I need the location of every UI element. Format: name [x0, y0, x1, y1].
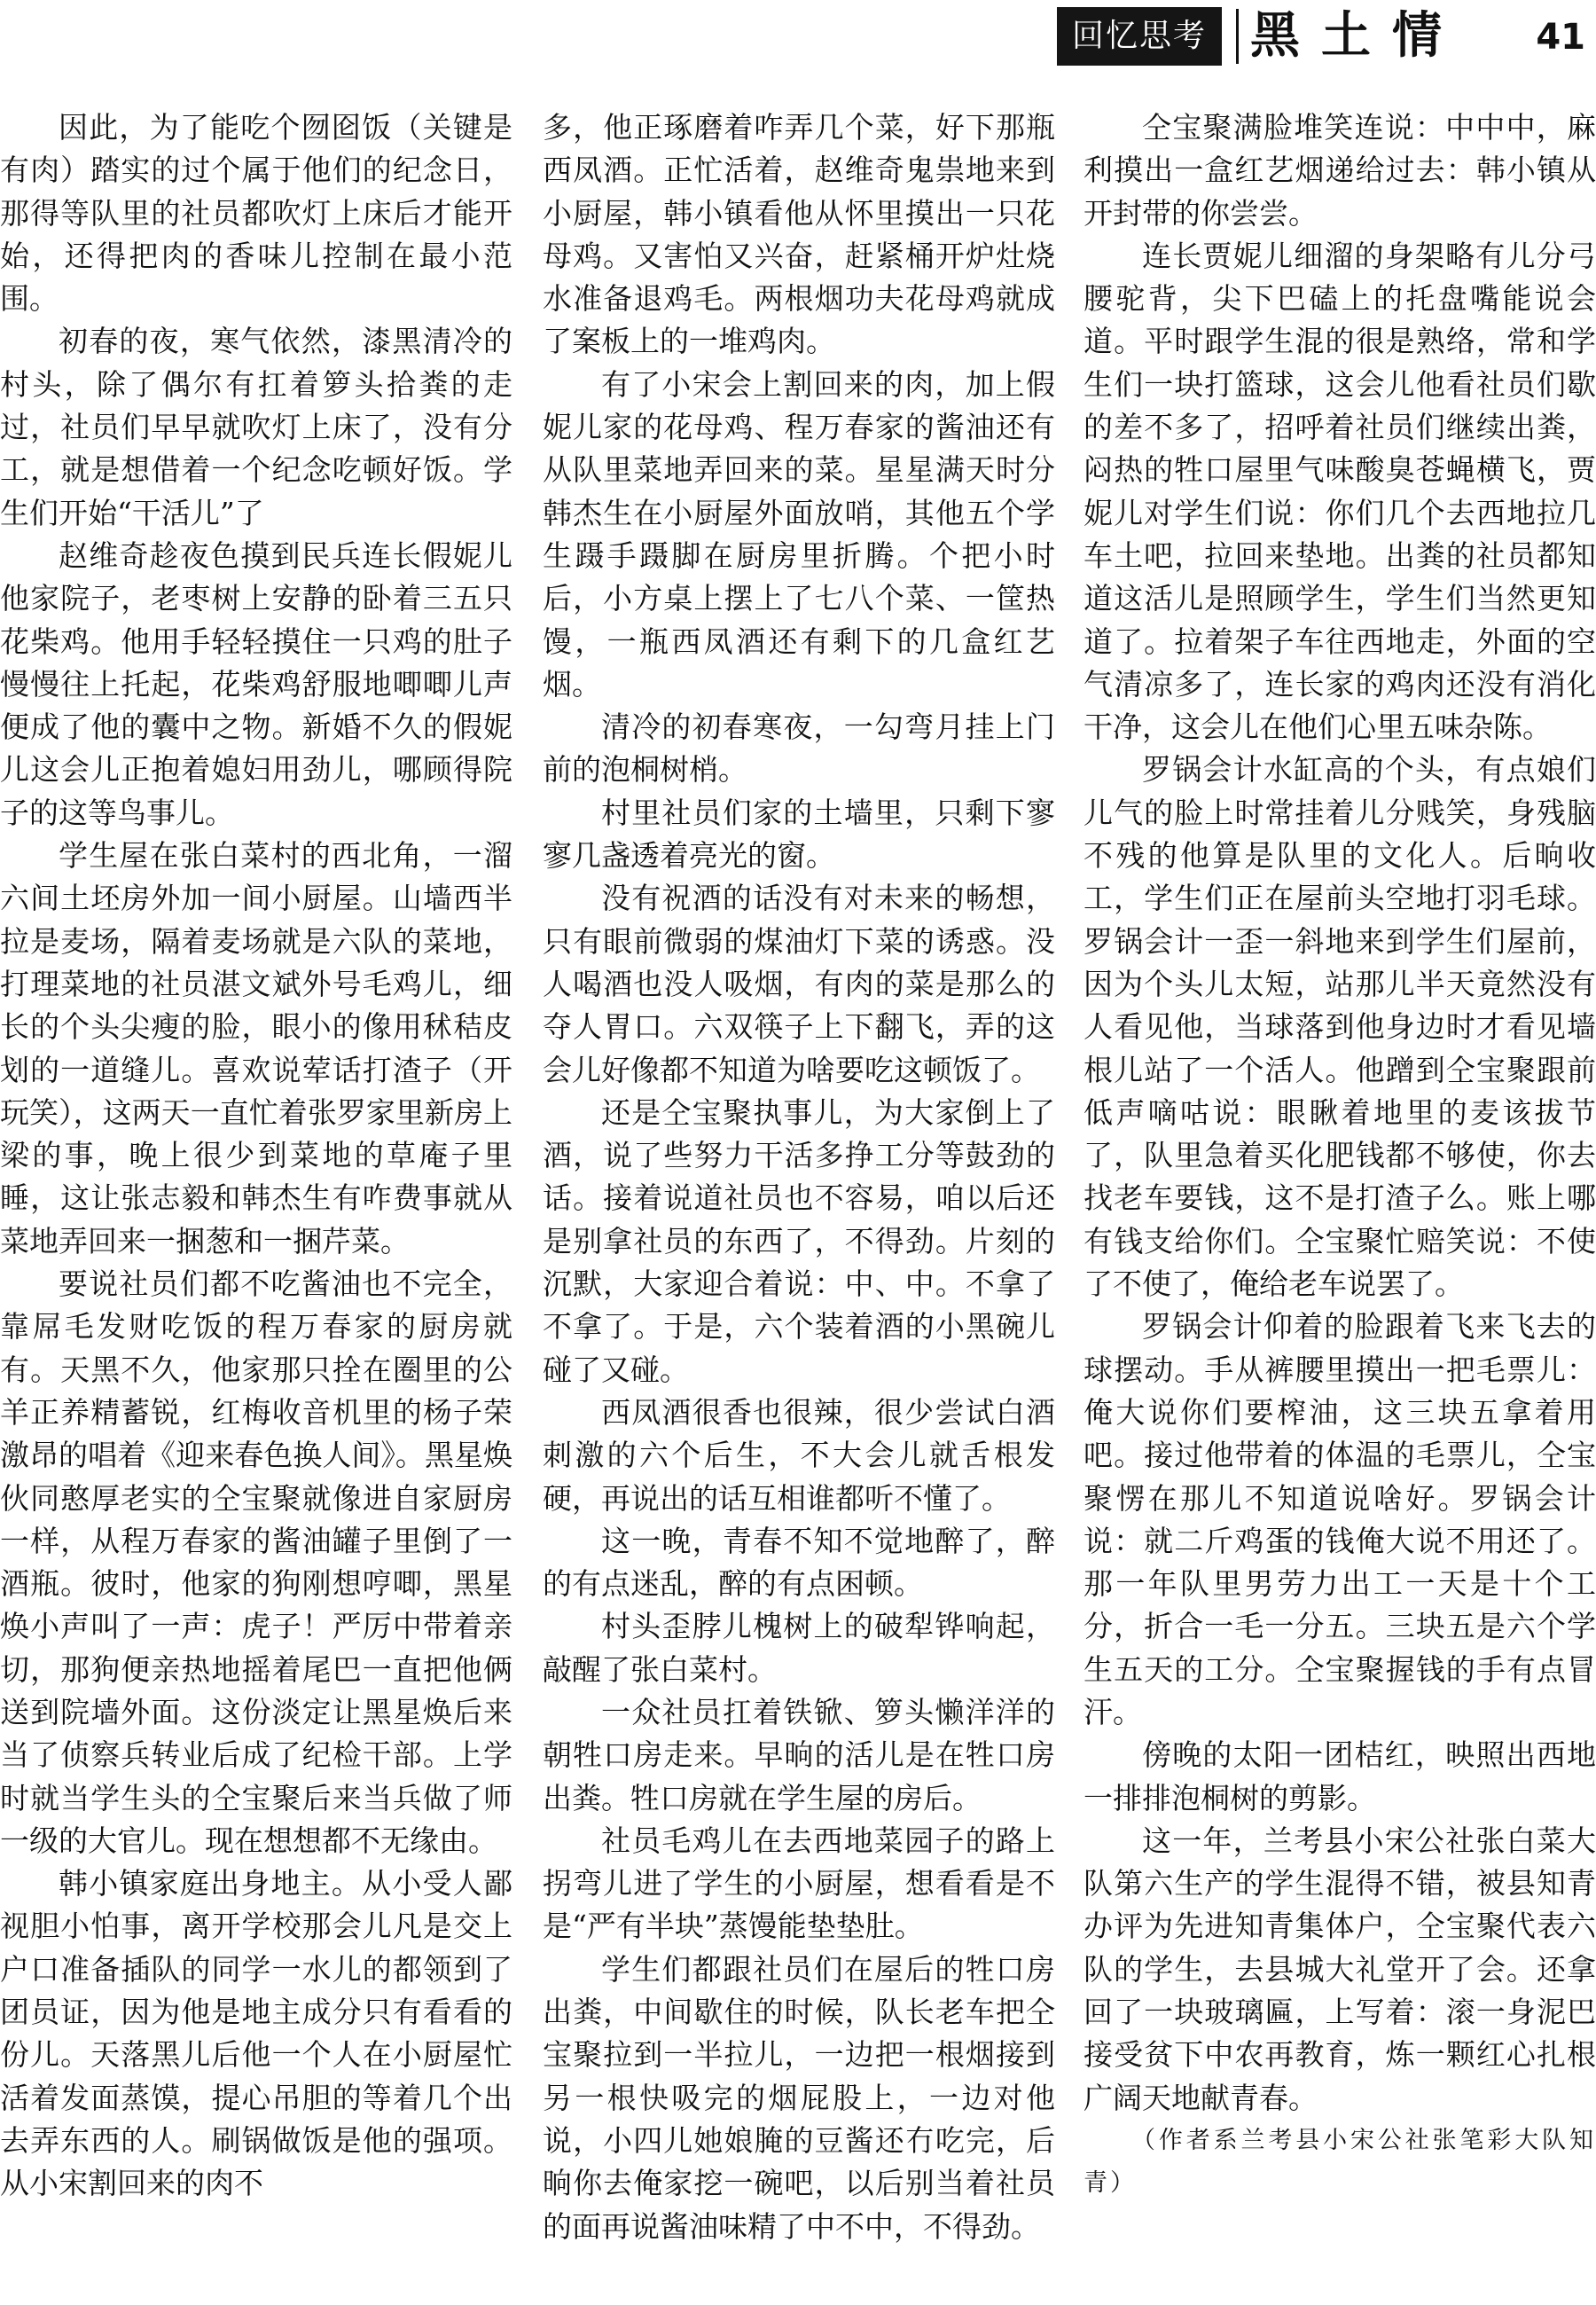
paragraph: 学生们都跟社员们在屋后的牲口房出粪，中间歇住的时候，队长老车把仝宝聚拉到一半拉儿，一边把一根烟接到另一根快吸完的烟屁股上，一边对他说，小四儿她娘腌的豆酱还冇吃完，后晌你去俺家挖一碗吧，以后别当着社员的面再说酱油味精了中不中，不得劲。 — [543, 1951, 1055, 2244]
paragraph-continued: 多，他正琢磨着咋弄几个菜，好下那瓶西凤酒。正忙活着，赵维奇鬼祟地来到小厨屋，韩小镇看他从怀里摸出一只花母鸡。又害怕又兴奋，赶紧桶开炉灶烧水准备退鸡毛。两根烟功夫花母鸡就成了案板上的一堆鸡肉。 — [543, 110, 1055, 359]
section-tag: 回忆思考 — [1057, 7, 1222, 66]
paragraph: 因此，为了能吃个囫囵饭（关键是有肉）踏实的过个属于他们的纪念日，那得等队里的社员都吹灯上床后才能开始，还得把肉的香味儿控制在最小范围。 — [0, 110, 512, 317]
paragraph: 村里社员们家的土墙里，只剩下寥寥几盏透着亮光的窗。 — [543, 795, 1055, 874]
page-header — [0, 0, 1596, 80]
author-note: （作者系兰考县小宋公社张笔彩大队知青） — [1084, 2126, 1596, 2197]
paragraph: 连长贾妮儿细溜的身架略有儿分弓腰驼背，尖下巴磕上的托盘嘴能说会道。平时跟学生混的很是熟络，常和学生们一块打篮球，这会儿他看社员们歇的差不多了，招呼着社员们继续出粪，闷热的牲口屋里气味酸臭苍蝇横飞，贾妮儿对学生们说：你们几个去西地拉几车土吧，拉回来垫地。出粪的社员都知道这活儿是照顾学生，学生们当然更知道了。拉着架子车往西地走，外面的空气清凉多了，连长家的鸡肉还没有消化干净，这会儿在他们心里五味杂陈。 — [1084, 238, 1596, 745]
paragraph: 清冷的初春寒夜，一勾弯月挂上门前的泡桐树梢。 — [543, 710, 1055, 788]
paragraph: 村头歪脖儿槐树上的破犁铧响起，敲醒了张白菜村。 — [543, 1609, 1055, 1687]
paragraph: 要说社员们都不吃酱油也不完全，靠屌毛发财吃饭的程万春家的厨房就有。天黑不久，他家那只拴在圈里的公羊正养精蓄锐，红梅收音机里的杨子荣激昂的唱着《迎来春色换人间》。黑星焕伙同憨厚老实的仝宝聚就像进自家厨房一样，从程万春家的酱油罐子里倒了一酒瓶。彼时，他家的狗刚想哼唧，黑星焕小声叫了一声：虎子！严厉中带着亲切，那狗便亲热地摇着尾巴一直把他俩送到院墙外面。这份淡定让黑星焕后来当了侦察兵转业后成了纪检干部。上学时就当学生头的仝宝聚后来当兵做了师一级的大官儿。现在想想都不无缘由。 — [0, 1266, 512, 1858]
paragraph: 学生屋在张白菜村的西北角，一溜六间土坯房外加一间小厨屋。山墙西半拉是麦场，隔着麦场就是六队的菜地，打理菜地的社员湛文斌外号毛鸡儿，细长的个头尖瘦的脸，眼小的像用秫秸皮划的一道缝儿。喜欢说荤话打渣子（开玩笑），这两天一直忙着张罗家里新房上梁的事，晚上很少到菜地的草庵子里睡，这让张志毅和韩杰生有咋费事就从菜地弄回来一捆葱和一捆芹菜。 — [0, 838, 512, 1258]
paragraph: 还是仝宝聚执事儿，为大家倒上了酒，说了些努力干活多挣工分等鼓劲的话。接着说道社员也不容易，咱以后还是别拿社员的东西了，不得劲。片刻的沉默，大家迎合着说：中、中。不拿了不拿了。于是，六个装着酒的小黑碗儿碰了又碰。 — [543, 1094, 1055, 1387]
article-column-3 — [1084, 106, 1596, 2305]
paragraph: 没有祝酒的话没有对未来的畅想，只有眼前微弱的煤油灯下菜的诱惑。没人喝酒也没人吸烟，有肉的菜是那么的夺人胃口。六双筷子上下翻飞，弄的这会儿好像都不知道为啥要吃这顿饭了。 — [543, 881, 1055, 1087]
paragraph: 初春的夜，寒气依然，漆黑清冷的村头，除了偶尔有扛着箩头拾粪的走过，社员们早早就吹灯上床了，没有分工，就是想借着一个纪念吃顿好饭。学生们开始“干活儿”了 — [0, 324, 512, 530]
paragraph: 罗锅会计水缸高的个头，有点娘们儿气的脸上时常挂着儿分贱笑，身残脑不残的他算是队里的文化人。后晌收工，学生们正在屋前头空地打羽毛球。罗锅会计一歪一斜地来到学生们屋前，因为个头儿太短，站那儿半天竟然没有人看见他，当球落到他身边时才看见墙根儿站了一个活人。他蹭到仝宝聚跟前低声嘀咕说：眼瞅着地里的麦该拔节了，队里急着买化肥钱都不够使，你去找老车要钱，这不是打渣子么。账上哪有钱支给你们。仝宝聚忙赔笑说：不使了不使了，俺给老车说罢了。 — [1084, 752, 1596, 1302]
paragraph: 傍晚的太阳一团桔红，映照出西地一排排泡桐树的剪影。 — [1084, 1737, 1596, 1815]
paragraph: 罗锅会计仰着的脸跟着飞来飞去的球摆动。手从裤腰里摸出一把毛票儿：俺大说你们要榨油，这三块五拿着用吧。接过他带着的体温的毛票儿，仝宝聚愣在那儿不知道说啥好。罗锅会计说：就二斤鸡蛋的钱俺大说不用还了。那一年队里男劳力出工一天是十个工分，折合一毛一分五。三块五是六个学生五天的工分。仝宝聚握钱的手有点冒汗。 — [1084, 1309, 1596, 1729]
paragraph: 赵维奇趁夜色摸到民兵连长假妮儿他家院子，老枣树上安静的卧着三五只花柴鸡。他用手轻轻摸住一只鸡的肚子慢慢往上托起，花柴鸡舒服地唧唧儿声便成了他的囊中之物。新婚不久的假妮儿这会儿正抱着媳妇用劲儿，哪顾得院子的这等鸟事儿。 — [0, 537, 512, 830]
paragraph: 韩小镇家庭出身地主。从小受人鄙视胆小怕事，离开学校那会儿凡是交上户口准备插队的同学一水儿的都领到了团员证，因为他是地主成分只有看看的份儿。天落黑儿后他一个人在小厨屋忙活着发面蒸馍，提心吊胆的等着几个出去弄东西的人。刷锅做饭是他的强项。从小宋割回来的肉不 — [0, 1866, 512, 2201]
brand-logo: 黑土情 — [1250, 6, 1463, 65]
header-divider — [1236, 9, 1239, 64]
paragraph: 这一年，兰考县小宋公社张白菜大队第六生产的学生混得不错，被县知青办评为先进知青集体户，仝宝聚代表六队的学生，去县城大礼堂开了会。还拿回了一块玻璃匾，上写着：滚一身泥巴接受贫下中农再教育，炼一颗红心扎根广阔天地献青春。 — [1084, 1823, 1596, 2115]
paragraph: 社员毛鸡儿在去西地菜园子的路上拐弯儿进了学生的小厨屋，想看看是不是“严有半块”蒸馒能垫垫肚。 — [543, 1823, 1055, 1944]
paragraph: 一众社员扛着铁锨、箩头懒洋洋的朝牲口房走来。早晌的活儿是在牲口房出粪。牲口房就在学生屋的房后。 — [543, 1694, 1055, 1815]
page-number: 41 — [1536, 17, 1585, 58]
paragraph: 这一晚，青春不知不觉地醉了，醉的有点迷乱，醉的有点困顿。 — [543, 1523, 1055, 1602]
paragraph: 仝宝聚满脸堆笑连说：中中中，麻利摸出一盒红艺烟递给过去：韩小镇从开封带的你尝尝。 — [1084, 110, 1596, 231]
article-column-2 — [543, 106, 1055, 2305]
paragraph: 有了小宋会上割回来的肉，加上假妮儿家的花母鸡、程万春家的酱油还有从队里菜地弄回来的菜。星星满天时分韩杰生在小厨屋外面放哨，其他五个学生蹑手蹑脚在厨房里折腾。个把小时后，小方桌上摆上了七八个菜、一筐热馒，一瓶西凤酒还有剩下的几盒红艺烟。 — [543, 366, 1055, 702]
article-body — [0, 106, 1596, 2305]
paragraph: 西凤酒很香也很辣，很少尝试白酒刺激的六个后生，不大会儿就舌根发硬，再说出的话互相谁都听不懂了。 — [543, 1394, 1055, 1516]
article-column-1 — [0, 106, 512, 2305]
